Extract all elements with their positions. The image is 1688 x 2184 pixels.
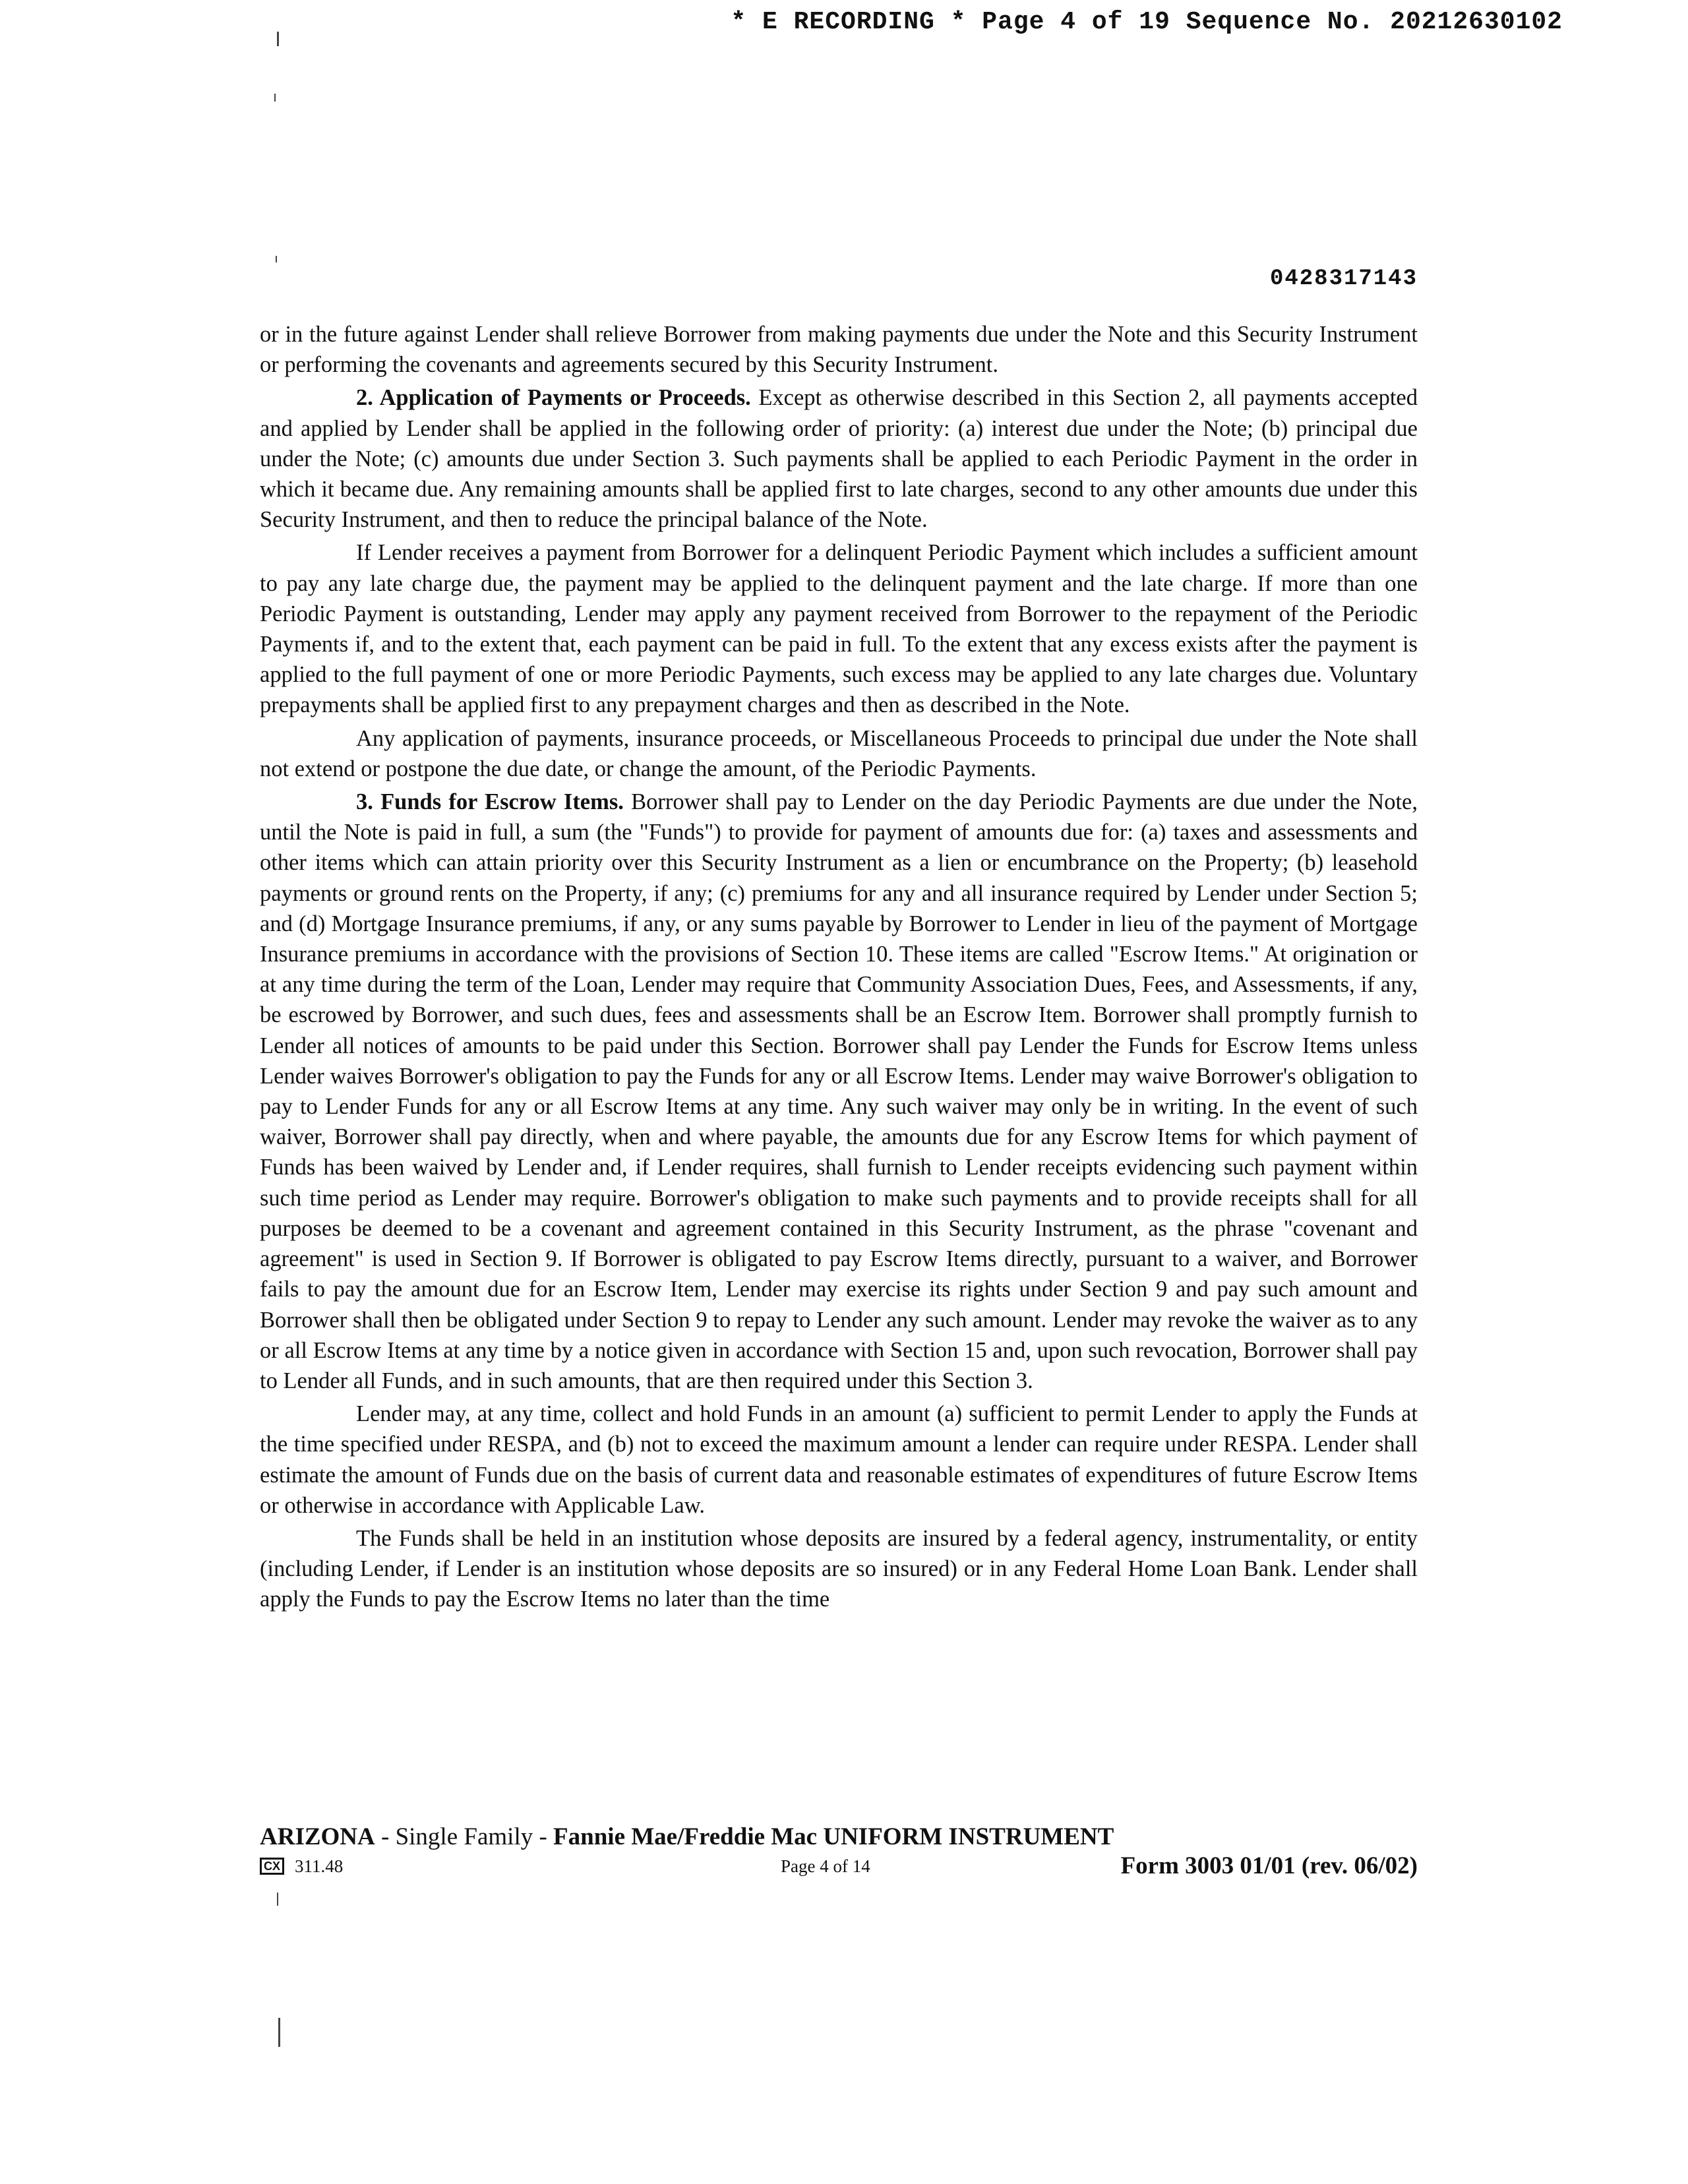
paragraph: The Funds shall be held in an institution whose deposits are insured by a federal agency, instrumentality, or entity (including Lender, if Lender is an institution whose deposits are so insured) or in any Federal Home Loan Bank. Lender shall apply the Funds to pay the Escrow Items no later than the time bbox=[260, 1525, 1418, 1612]
margin-mark bbox=[276, 256, 277, 262]
section-heading: 3. Funds for Escrow Items. bbox=[356, 789, 624, 815]
footer-title bbox=[260, 1823, 1418, 1852]
section-text: Borrower shall pay to Lender on the day Periodic Payments are due under the Note, until the Note is paid in full, a sum (the "Funds") to provide for payment of amounts due for: (a) taxes and assessments and other items which can attain priority over this Security Instrument as a lien or encumbrance on the Property; (b) leasehold payments or ground rents on the Property, if any; (c) premiums for any and all insurance required by Lender under Section 5; and (d) Mortgage Insurance premiums, if any, or any sums payable by Borrower to Lender in lieu of the payment of Mortgage Insurance premiums in accordance with the provisions of Section 10. These items are called "Escrow Items." At origination or at any time during the term of the Loan, Lender may require that Community Association Dues, Fees, and Assessments, if any, be escrowed by Borrower, and such dues, fees and assessments shall be an Escrow Item. Borrower shall promptly furnish to Lender all notices of amounts to be paid under this Section. Borrower shall pay Lender the Funds for Escrow Items unless Lender waives Borrower's obligation to pay the Funds for any or all Escrow Items. Lender may waive Borrower's obligation to pay to Lender Funds for any or all Escrow Items at any time. Any such waiver may only be in writing. In the event of such waiver, Borrower shall pay directly, when and where payable, the amounts due for any Escrow Items for which payment of Funds has been waived by Lender and, if Lender requires, shall furnish to Lender receipts evidencing such payment within such time period as Lender may require. Borrower's obligation to make such payments and to provide receipts shall for all purposes be deemed to be a covenant and agreement contained in this Security Instrument, as the phrase "covenant and agreement" is used in Section 9. If Borrower is obligated to pay Escrow Items directly, pursuant to a waiver, and Borrower fails to pay the amount due for an Escrow Item, Lender may exercise its rights under Section 9 and pay such amount and Borrower shall then be obligated under Section 9 to repay to Lender any such amount. Lender may revoke the waiver as to any or all Escrow Items at any time by a notice given in accordance with Section 15 and, upon such revocation, Borrower shall pay to Lender all Funds, and in such amounts, that are then required under this Section 3. bbox=[260, 789, 1418, 1393]
margin-mark bbox=[278, 2018, 280, 2047]
margin-mark bbox=[274, 94, 276, 102]
page-number: Page 4 of 14 bbox=[781, 1856, 870, 1876]
footer-instrument: Fannie Mae/Freddie Mac UNIFORM INSTRUMENT bbox=[553, 1823, 1114, 1850]
section-text: Except as otherwise described in this Section 2, all payments accepted and applied by Lender shall be applied in the following order of priority: (a) interest due under the Note; (b) principal due under the Note; (c) amounts due under Section 3. Such payments shall be applied to each Periodic Payment in the order in which it became due. Any remaining amounts shall be applied first to late charges, second to any other amounts due under this Security Instrument, and then to reduce the principal balance of the Note. bbox=[260, 385, 1418, 533]
margin-mark bbox=[277, 1893, 278, 1906]
margin-mark bbox=[277, 32, 279, 46]
document-body bbox=[260, 319, 1418, 1618]
paragraph: or in the future against Lender shall relieve Borrower from making payments due under the Note and this Security Instrument or performing the covenants and agreements secured by this Security Instrument. bbox=[260, 322, 1418, 378]
paragraph: Any application of payments, insurance proceeds, or Miscellaneous Proceeds to principal due under the Note shall not extend or postpone the due date, or change the amount, of the Periodic Payments. bbox=[260, 725, 1418, 781]
footer-single-family: - Single Family - bbox=[375, 1823, 554, 1850]
form-code: 311.48 bbox=[295, 1856, 344, 1876]
recording-header: * E RECORDING * Page 4 of 19 Sequence No. 20212630102 bbox=[731, 8, 1563, 36]
section-3-paragraph bbox=[260, 787, 1418, 1396]
section-heading: 2. Application of Payments or Proceeds. bbox=[356, 385, 751, 411]
footer-row bbox=[260, 1853, 1418, 1882]
form-number: Form 3003 01/01 (rev. 06/02) bbox=[1120, 1852, 1418, 1879]
loan-number: 0428317143 bbox=[1269, 266, 1418, 291]
document-footer bbox=[260, 1823, 1418, 1882]
section-2-paragraph bbox=[260, 382, 1418, 535]
footer-code bbox=[260, 1853, 343, 1879]
footer-state: ARIZONA bbox=[260, 1823, 375, 1850]
paragraph: Lender may, at any time, collect and hold Funds in an amount (a) sufficient to permit Lender to apply the Funds at the time specified under RESPA, and (b) not to exceed the maximum amount a lender can require under RESPA. Lender shall estimate the amount of Funds due on the basis of current data and reasonable estimates of expenditures of future Escrow Items or otherwise in accordance with Applicable Law. bbox=[260, 1401, 1418, 1518]
paragraph: If Lender receives a payment from Borrower for a delinquent Periodic Payment which includes a sufficient amount to pay any late charge due, the payment may be applied to the delinquent payment and the late charge. If more than one Periodic Payment is outstanding, Lender may apply any payment received from Borrower to the repayment of the Periodic Payments if, and to the extent that, each payment can be paid in full. To the extent that any excess exists after the payment is applied to the full payment of one or more Periodic Payments, such excess may be applied to any late charges due. Voluntary prepayments shall be applied first to any prepayment charges and then as described in the Note. bbox=[260, 540, 1418, 718]
form-code-badge: CX bbox=[260, 1858, 284, 1875]
